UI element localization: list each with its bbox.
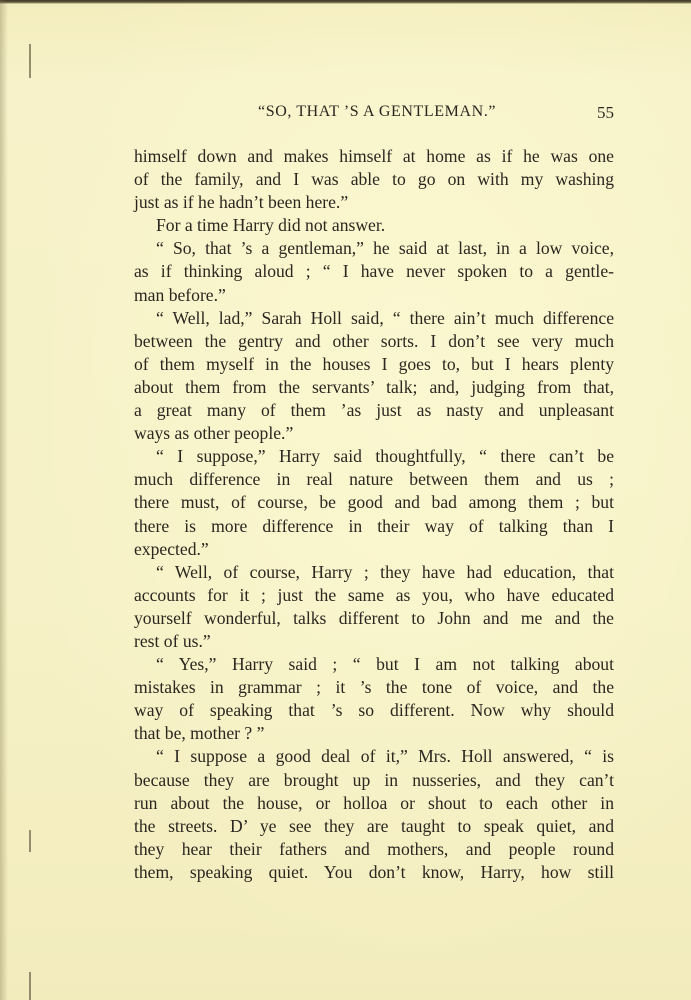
text-line: of them myself in the houses I goes to, but I hears plenty [134, 353, 614, 374]
text-line: “ So, that ’s a gentleman,” he said at last, in a low voice, [156, 238, 614, 259]
text-line: rest of us.” [134, 630, 211, 651]
text-line: the streets. D’ ye see they are taught to speak quiet, and [134, 815, 614, 836]
text-line: yourself wonderful, talks different to John and me and the [134, 607, 614, 628]
text-line: ways as other people.” [134, 423, 294, 444]
running-header [134, 103, 614, 127]
text-line: just as if he hadn’t been here.” [134, 192, 349, 213]
margin-mark [29, 830, 31, 852]
text-line: as if thinking aloud ; “ I have never spoken to a gentle- [134, 261, 614, 282]
text-line: of the family, and I was able to go on with my washing [134, 169, 614, 190]
body-text [134, 145, 614, 884]
margin-mark [29, 44, 31, 78]
text-line: “ Well, lad,” Sarah Holl said, “ there ain’t much difference [156, 307, 614, 328]
text-line: much difference in real nature between them and us ; [134, 469, 614, 490]
page-number: 55 [597, 103, 614, 122]
text-line: “ I suppose,” Harry said thoughtfully, “ there can’t be [156, 446, 614, 467]
text-line: between the gentry and other sorts. I don’t see very much [134, 330, 614, 351]
text-line: accounts for it ; just the same as you, who have educated [134, 584, 614, 605]
page-top-edge [0, 0, 691, 4]
running-title: “SO, THAT ’S A GENTLEMAN.” [258, 103, 497, 120]
text-line: them, speaking quiet. You don’t know, Harry, how still [134, 861, 614, 882]
text-line: man before.” [134, 284, 226, 305]
text-line: about them from the servants’ talk; and, judging from that, [134, 376, 614, 397]
text-line: expected.” [134, 538, 209, 559]
text-line: a great many of them ’as just as nasty and unpleasant [134, 400, 614, 421]
text-line: run about the house, or holloa or shout to each other in [134, 792, 614, 813]
text-line: himself down and makes himself at home as if he was one [134, 146, 614, 166]
text-line: way of speaking that ’s so different. Now why should [134, 700, 614, 721]
margin-mark [29, 972, 31, 1000]
text-line: because they are brought up in nusseries, and they can’t [134, 769, 614, 790]
text-line: “ Well, of course, Harry ; they have had education, that [156, 561, 614, 582]
text-line: there must, of course, be good and bad among them ; but [134, 492, 614, 513]
text-line: that be, mother ? ” [134, 723, 265, 744]
text-line: For a time Harry did not answer. [156, 215, 386, 236]
text-line: mistakes in grammar ; it ’s the tone of voice, and the [134, 677, 614, 698]
text-line: “ Yes,” Harry said ; “ but I am not talking about [156, 654, 614, 675]
text-line: there is more difference in their way of talking than I [134, 515, 614, 536]
text-line: they hear their fathers and mothers, and people round [134, 838, 614, 859]
gutter-shadow [0, 0, 8, 1000]
text-line: “ I suppose a good deal of it,” Mrs. Holl answered, “ is [156, 746, 614, 767]
